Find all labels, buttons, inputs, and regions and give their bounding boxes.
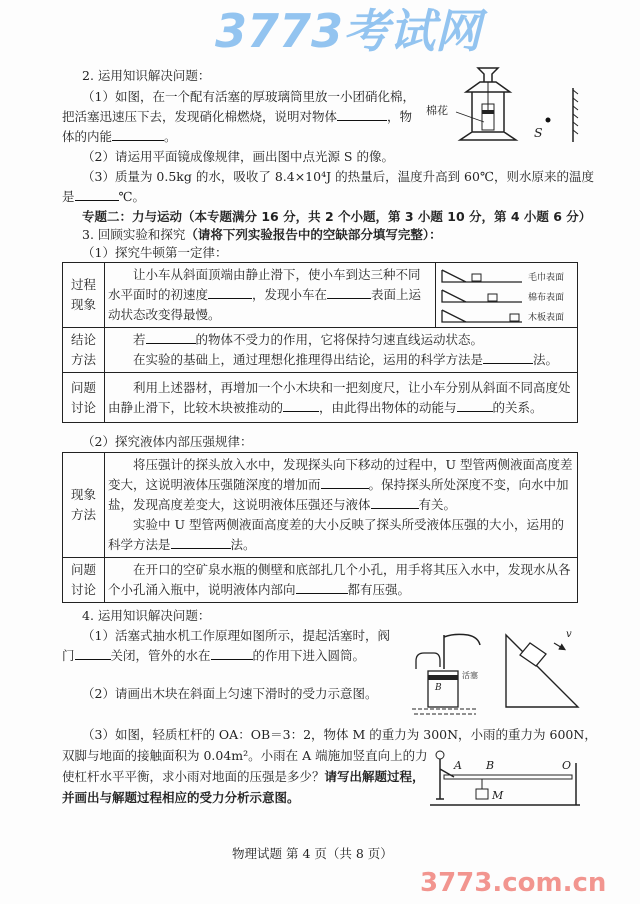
q4-p3-line2: 双脚与地面的接触面积为 0.04m²。小雨在 A 端施加竖直向上的力 [62, 748, 428, 763]
fire-syringe-diagram [452, 66, 592, 146]
row-header: 过程现象 [63, 263, 105, 328]
velocity-label: v [566, 629, 572, 640]
mass-label-m: M [492, 789, 504, 802]
surfaces-diagram [436, 263, 578, 328]
source-label: S [534, 125, 543, 140]
answer-blank[interactable] [208, 286, 252, 299]
q2-p1-line1: （1）如图，在一个配有活塞的厚玻璃筒里放一小团硝化棉， [82, 89, 415, 104]
process-cell: 让小车从斜面顶端由静止滑下，使小车到达三种不同水平面时的初速度 ，发现小车在 表面上运动状态改变得最慢。 [105, 263, 436, 328]
q2-p1-line2: 把活塞迅速压下去，发现硝化棉燃烧，说明对物体 ，物 [62, 109, 413, 124]
surface-label: 棉布表面 [528, 293, 565, 303]
answer-blank[interactable] [457, 399, 493, 412]
q2-title: 2. 运用知识解决问题： [82, 68, 211, 83]
q2-p3-line1: （3）质量为 0.5kg 的水，吸收了 8.4×10⁴J 的热量后，温度升高到 60℃，则水原来的温度 [82, 169, 594, 184]
row-header: 问题讨论 [63, 373, 105, 423]
pump-and-incline-diagram [412, 631, 582, 715]
liquid-pressure-table [62, 452, 578, 603]
lever-label-a: A [454, 759, 462, 772]
answer-blank[interactable] [283, 399, 319, 412]
page-footer: 物理试题 第 4 页（共 8 页） [232, 846, 393, 861]
phenomenon-cell: 将压强计的探头放入水中，发现探头向下移动的过程中，U 型管两侧液面高度差变大，这说明液体压强随深度的增加而 。保持探头所处深度不变，向水中加盐，发现高度差变大，这说明液体压强还与液体 有关。 实验中 U 型管两侧液面高度差的大小反映了探头所受液体压强的大小，运用的科学方法是 法。 [105, 453, 578, 558]
q4-p2: （2）请画出木块在斜面上匀速下滑时的受力示意图。 [82, 686, 378, 701]
answer-blank[interactable] [327, 286, 371, 299]
discussion-cell: 在开口的空矿泉水瓶的侧壁和底部扎几个小孔，用手将其压入水中，发现水从各个小孔涌入瓶中，说明液体内部向 都有压强。 [105, 558, 578, 603]
valve-label: B [435, 683, 442, 693]
q3-sub1: （1）探究牛顿第一定律： [82, 245, 228, 260]
row-header: 问题讨论 [63, 558, 105, 603]
row-header: 现象方法 [63, 453, 105, 558]
watermark-site: 3773.com.cn [420, 868, 607, 898]
lever-diagram [430, 747, 582, 807]
q4-p3-line3: 使杠杆水平平衡，求小雨对地面的压强是多少？请写出解题过程， [62, 769, 425, 784]
q4-p3-line4: 并画出与解题过程相应的受力分析示意图。 [62, 790, 300, 805]
lever-label-b: B [486, 759, 495, 772]
q4-p1-line1: （1）活塞式抽水机工作原理如图所示，提起活塞时，阀 [82, 628, 390, 643]
q3-sub2: （2）探究液体内部压强规律： [82, 434, 253, 449]
answer-blank[interactable] [75, 188, 119, 201]
conclusion-cell: 若 的物体不受力的作用，它将保持匀速直线运动状态。 在实验的基础上，通过理想化推理得出结论，运用的科学方法是 法。 [105, 328, 578, 373]
point-source-icon [546, 118, 551, 123]
q4-p1-line2: 门 关闭，管外的水在 的作用下进入圆筒。 [62, 648, 366, 663]
answer-blank[interactable] [371, 496, 419, 509]
surface-label: 毛巾表面 [528, 273, 565, 283]
answer-blank[interactable] [337, 108, 387, 121]
answer-blank[interactable] [146, 331, 196, 344]
discussion-cell: 利用上述器材，再增加一个小木块和一把刻度尺，让小车分别从斜面不同高度处由静止滑下，比较木块被推动的 ，由此得出物体的动能与 的关系。 [105, 373, 578, 423]
answer-blank[interactable] [211, 647, 253, 660]
answer-blank[interactable] [171, 536, 231, 549]
q4-section [0, 607, 640, 807]
flow-content [0, 262, 640, 863]
piston-label: 活塞 [462, 671, 478, 680]
q3-title: 3. 回顾实验和探究（请将下列实验报告中的空缺部分填写完整）： [82, 227, 442, 242]
lever-label-o: O [562, 759, 572, 772]
answer-blank[interactable] [321, 476, 369, 489]
q2-p1-line3: 体的内能 。 [62, 129, 177, 144]
answer-blank[interactable] [483, 351, 533, 364]
q2-p2: （2）请运用平面镜成像规律，画出图中点光源 S 的像。 [82, 149, 394, 164]
answer-blank[interactable] [75, 647, 111, 660]
row-header: 结论方法 [63, 328, 105, 373]
answer-blank[interactable] [296, 581, 348, 594]
watermark-brand: 3773考试网 [215, 4, 482, 58]
surface-label: 木板表面 [528, 313, 565, 323]
topic2-heading: 专题二：力与运动（本专题满分 16 分，共 2 个小题，第 3 小题 10 分，第 4 小题 6 分） [82, 209, 592, 224]
cotton-label: 棉花 [426, 104, 448, 117]
q2-p3-line2: 是 ℃。 [62, 189, 145, 204]
newton-law-table [62, 262, 578, 423]
q4-title: 4. 运用知识解决问题： [82, 608, 211, 623]
answer-blank[interactable] [112, 128, 164, 141]
q4-p3-line1: （3）如图，轻质杠杆的 OA：OB＝3：2，物体 M 的重力为 300N，小雨的重力为 600N， [82, 727, 597, 742]
